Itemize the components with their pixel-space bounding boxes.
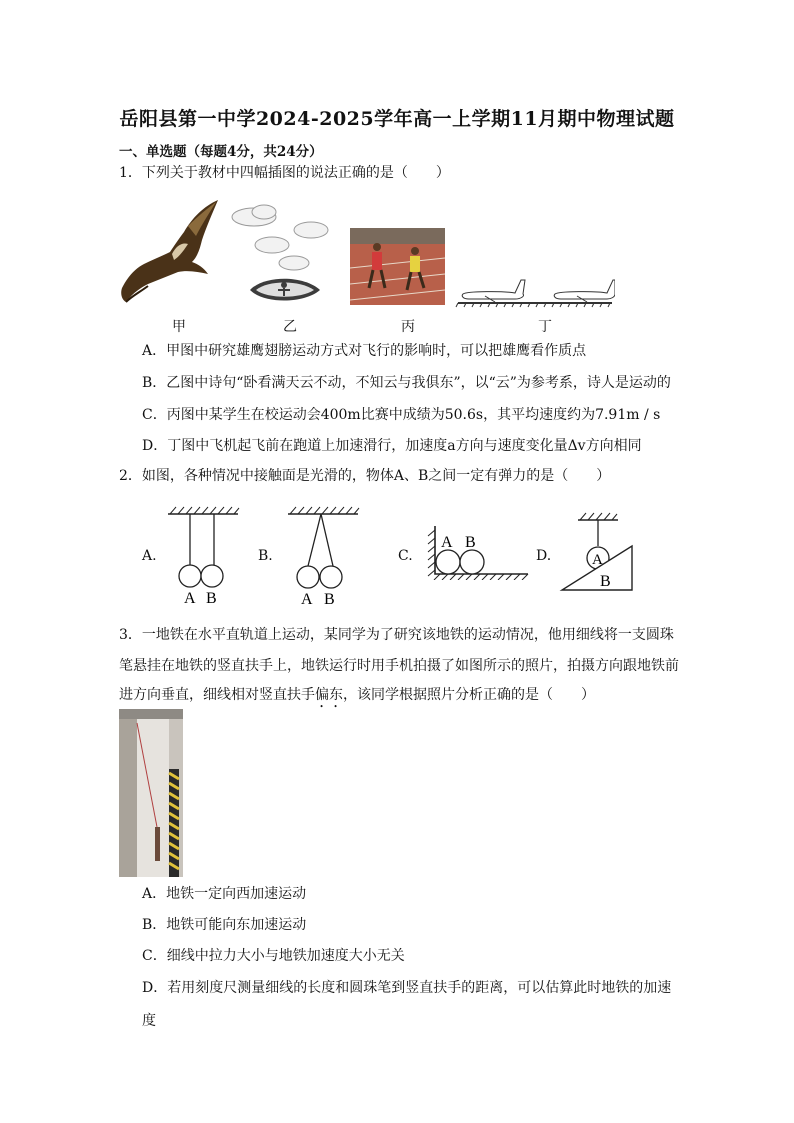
runners-photo — [350, 228, 445, 305]
diagram-a-parallel-strings — [164, 502, 242, 608]
page-title: 岳阳县第一中学2024-2025学年高一上学期11月期中物理试题 — [119, 108, 675, 130]
diagram-a-label-b: B — [206, 590, 217, 607]
diagram-b-label-a: A — [301, 591, 313, 608]
q2-label-b: B. — [258, 548, 273, 564]
q1-option-c: C．丙图中某学生在校运动会400m比赛中成绩为50.6s，其平均速度约为7.91m / s — [142, 407, 661, 423]
q3-option-d-line-2: 度 — [142, 1013, 156, 1029]
q1-option-d: D．丁图中飞机起飞前在跑道上加速滑行，加速度a方向与速度变化量Δv方向相同 — [142, 438, 642, 454]
q3-stem-line-2: 笔悬挂在地铁的竖直扶手上，地铁运行时用手机拍摄了如图所示的照片，拍摄方向跟地铁前 — [119, 658, 679, 674]
diagram-c-label-a: A — [441, 534, 453, 551]
airplanes-runway-figure — [455, 272, 615, 308]
q3-option-d-line-1: D．若用刻度尺测量细线的长度和圆珠笔到竖直扶手的距离，可以估算此时地铁的加速 — [142, 980, 672, 996]
q1-option-a: A．甲图中研究雄鹰翅膀运动方式对飞行的影响时，可以把雄鹰看作质点 — [142, 343, 587, 359]
subway-handrail-photo — [119, 709, 183, 877]
caption-jia: 甲 — [172, 319, 186, 335]
q3-stem-line-1: 3．一地铁在水平直轨道上运动，某同学为了研究该地铁的运动情况，他用细线将一支圆珠 — [119, 627, 674, 643]
eagle-figure — [118, 196, 223, 308]
section-heading: 一、单选题（每题4分，共24分） — [119, 144, 323, 160]
q2-label-d: D. — [536, 548, 552, 564]
q2-label-c: C. — [398, 548, 413, 564]
diagram-b-converging-strings — [284, 502, 362, 608]
diagram-d-ball-on-wedge — [558, 508, 640, 594]
q1-option-b: B．乙图中诗句“卧看满天云不动，不知云与我俱东”，以“云”为参考系，诗人是运动的 — [142, 375, 671, 391]
caption-bing: 丙 — [401, 319, 415, 335]
q1-stem: 1．下列关于教材中四幅插图的说法正确的是（ ） — [119, 165, 450, 181]
q3-stem-line-3 — [119, 685, 595, 711]
q2-stem: 2．如图，各种情况中接触面是光滑的，物体A、B之间一定有弹力的是（ ） — [119, 468, 611, 484]
caption-ding: 丁 — [538, 319, 552, 335]
clouds-boat-figure — [226, 200, 334, 310]
q2-label-a: A. — [142, 548, 157, 564]
diagram-b-label-b: B — [324, 591, 335, 608]
diagram-c-label-b: B — [465, 534, 476, 551]
q3-option-b: B．地铁可能向东加速运动 — [142, 917, 307, 933]
diagram-d-label-a: A — [592, 552, 603, 568]
q3-stem-emphasis: 偏东 — [315, 687, 343, 703]
diagram-d-label-b: B — [600, 573, 611, 590]
caption-yi: 乙 — [283, 319, 297, 335]
q3-option-c: C．细线中拉力大小与地铁加速度大小无关 — [142, 948, 405, 964]
q3-stem-line-3-pre: 进方向垂直，细线相对竖直扶手 — [119, 687, 315, 703]
q3-stem-line-3-post: ，该同学根据照片分析正确的是（ ） — [343, 687, 595, 703]
diagram-c-wall-floor — [424, 522, 532, 580]
q3-option-a: A．地铁一定向西加速运动 — [142, 886, 307, 902]
diagram-a-label-a: A — [184, 590, 196, 607]
